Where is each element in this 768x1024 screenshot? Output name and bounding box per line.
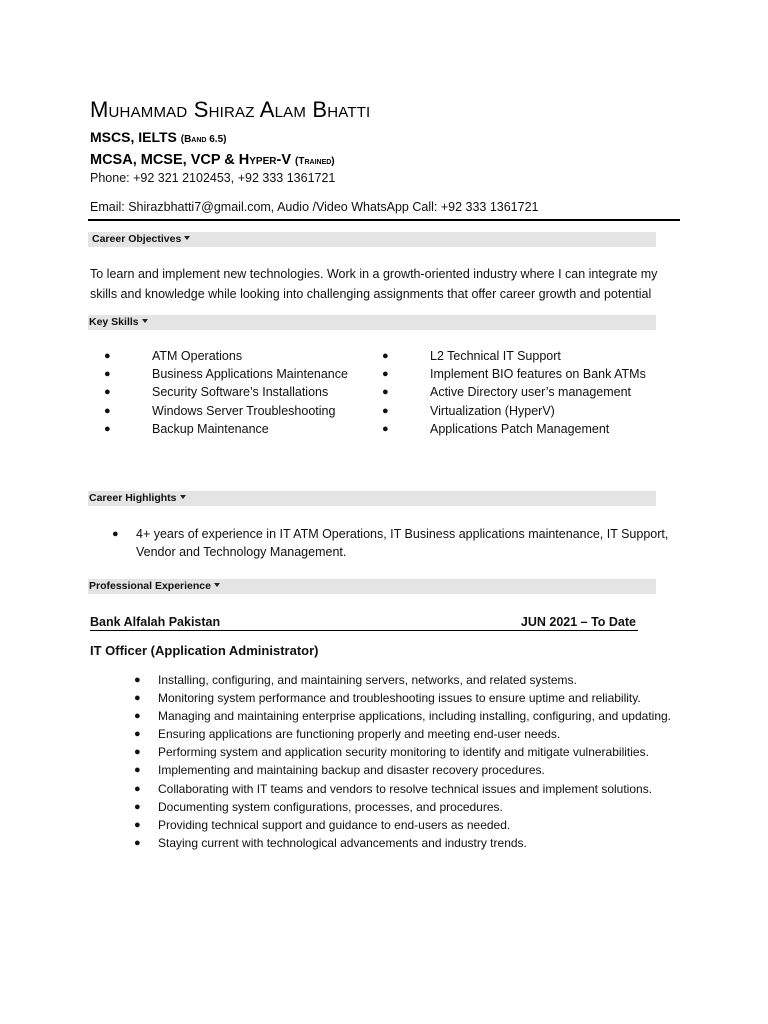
list-item: ● Monitoring system performance and troubleshooting issues to ensure uptime and reliability.: [134, 690, 678, 708]
phone-line: Phone: +92 321 2102453, +92 333 1361721: [90, 171, 336, 185]
ielts-band-note: (Band 6.5): [180, 134, 227, 145]
bullet-icon: ●: [134, 728, 141, 741]
company-name: Bank Alfalah Pakistan: [90, 615, 221, 629]
section-label-career-objectives: Career Objectives: [92, 232, 190, 247]
hyperv-text: Hyper-V: [238, 152, 291, 168]
bullet-icon: ●: [382, 350, 389, 362]
job-title: IT Officer (Application Administrator): [90, 643, 319, 658]
header-divider: [88, 219, 680, 221]
section-career-objectives[interactable]: [88, 232, 656, 247]
bullet-icon: ●: [382, 386, 389, 399]
list-item: ● Documenting system configurations, processes, and procedures.: [134, 799, 678, 817]
list-item: ● Staying current with technological advancements and industry trends.: [134, 835, 678, 853]
certifications-text: MCSA, MCSE, VCP &: [90, 152, 239, 168]
bullet-icon: ●: [112, 528, 119, 540]
bullet-icon: ●: [134, 818, 141, 831]
bullet-icon: ●: [134, 800, 141, 813]
list-item: ● Ensuring applications are functioning properly and meeting end-user needs.: [134, 726, 678, 744]
job-dates: JUN 2021 – To Date: [520, 615, 636, 629]
section-label-key-skills: Key Skills: [89, 315, 148, 330]
caret-down-icon: [214, 583, 220, 587]
email-line: Email: Shirazbhatti7@gmail.com, Audio /Video WhatsApp Call: +92 333 1361721: [90, 200, 539, 214]
list-item: ● Implementing and maintaining backup and disaster recovery procedures.: [134, 762, 678, 780]
bullet-icon: ●: [134, 746, 141, 759]
caret-down-icon: [184, 236, 190, 240]
bullet-icon: ●: [134, 710, 141, 723]
bullet-icon: ●: [104, 386, 111, 399]
section-label-career-highlights: Career Highlights: [89, 491, 186, 506]
bullet-icon: ●: [134, 764, 141, 777]
bullet-icon: ●: [134, 692, 141, 705]
job-header: [90, 614, 638, 631]
trained-note: (Trained): [295, 156, 335, 167]
bullet-icon: ●: [382, 422, 389, 435]
credentials-line-1: [90, 128, 226, 149]
job-duties-list: [134, 672, 678, 853]
credentials-line-2: [90, 151, 335, 171]
degrees-text: MSCS, IELTS: [90, 129, 177, 145]
bullet-icon: ●: [104, 350, 111, 362]
bullet-icon: ●: [134, 674, 141, 686]
list-item: ● Collaborating with IT teams and vendors to resolve technical issues and implement solutions.: [134, 781, 678, 799]
caret-down-icon: [142, 319, 148, 323]
caret-down-icon: [180, 495, 186, 499]
section-key-skills[interactable]: [88, 315, 656, 330]
bullet-icon: ●: [104, 404, 111, 417]
section-professional-experience[interactable]: [88, 579, 656, 594]
bullet-icon: ●: [382, 368, 389, 381]
bullet-icon: ●: [104, 422, 111, 435]
bullet-icon: ●: [382, 404, 389, 417]
section-career-highlights[interactable]: [88, 491, 656, 506]
career-objectives-text: To learn and implement new technologies. Work in a growth-oriented industry where I can integrate my skills and knowledge while looking into challenging assignments that offer career growth and potential: [90, 267, 658, 301]
section-label-professional-experience: Professional Experience: [89, 579, 220, 594]
list-item: ● Performing system and application security monitoring to identify and mitigate vulnerabilities.: [134, 744, 678, 762]
career-highlights-list: [112, 526, 682, 561]
list-item: ● 4+ years of experience in IT ATM Operations, IT Business applications maintenance, IT Support, Vendor and Technology Management.: [112, 527, 669, 559]
list-item: ● Managing and maintaining enterprise applications, including installing, configuring, and updating.: [134, 708, 678, 726]
list-item: ● Providing technical support and guidance to end-users as needed.: [134, 817, 678, 835]
list-item: ● Installing, configuring, and maintaining servers, networks, and related systems.: [134, 672, 678, 690]
bullet-icon: ●: [104, 368, 111, 381]
candidate-name: Muhammad Shiraz Alam Bhatti: [90, 97, 371, 122]
resume-page: Muhammad Shiraz Alam Bhatti MSCS, IELTS (Band 6.5) MCSA, MCSE, VCP & Hyper-V (Trained) Phone: +92 321 2102453, +92 333 1361721 Email: Shirazbhatti7@gmail.com, Audio /Video WhatsApp Call: +92 333 1361721 Career Objectives To learn and implement new technologies. Work in a growth-oriented industry where I can integrate my skills and knowledge while looking into challenging assignments that offer career growth and potential Key Skills ● ATM Operations ● Business Applications Maintenance ● Security Software’s Installations ● Windows Server Troubleshooting ● Backup Maintenance ● L2 Technical IT Support ● Implement BIO features on Bank ATMs ● Active Directory user’s management ● Virtualization (HyperV) ● Applications Patch Management Career Highlights ● 4+ years of experience in IT ATM Operations, IT Business applications maintenance, IT Support, Vendor and Technology Management. Professional Experience Bank Alfalah Pakistan JUN 2021 – To Date IT Officer (Application Administrator) ● Installing, configuring, and maintaining servers, networks, and related systems. ● Monitoring system performance and troubleshooting issues to ensure uptime and reliability. ● Managing and maintaining enterprise applications, including installing, configuring, and updating. ● Ensuring applications are functioning properly and meeting end-user needs. ● Performing system and application security monitoring to identify and mitigate vulnerabilities. ● Implementing and maintaining backup and disaster recovery procedures. ● Collaborating with IT teams and vendors to resolve technical issues and implement solutions. ● Documenting system configurations, processes, and procedures. ● Providing technical support and guidance to end-users as needed. ● Staying current with technological advancements and industry trends.: [0, 0, 768, 1024]
bullet-icon: ●: [134, 782, 141, 795]
bullet-icon: ●: [134, 836, 141, 849]
